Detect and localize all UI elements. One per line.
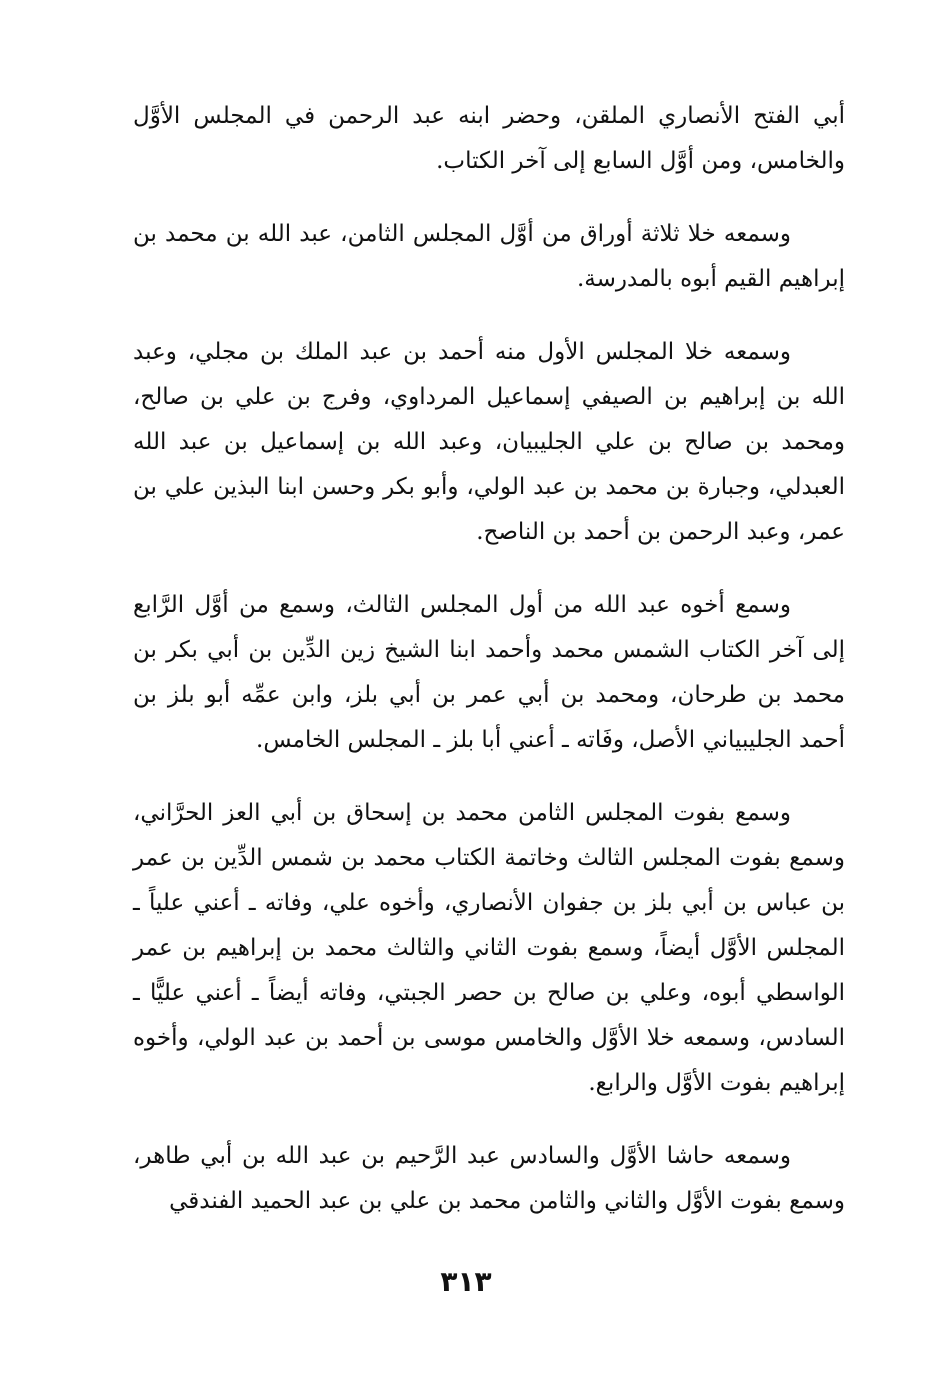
page-number: ٣١٣ [440, 1265, 492, 1298]
paragraph-1 [133, 94, 845, 184]
paragraph-2 [133, 212, 845, 302]
paragraph-4 [133, 583, 845, 763]
paragraph-3-text: وسمعه خلا المجلس الأول منه أحمد بن عبد الملك بن مجلي، وعبد الله بن إبراهيم بن الصيفي إسماعيل المرداوي، وفرج بن علي بن صالح، ومحمد بن صالح بن علي الجليبيان، وعبد الله بن إسماعيل بن عبد الله العبدلي، وجبارة بن محمد بن عبد الولي، وأبو بكر وحسن ابنا البذين علي بن عمر، وعبد الرحمن بن أحمد بن الناصح. [133, 339, 845, 545]
paragraph-5-text: وسمع بفوت المجلس الثامن محمد بن إسحاق بن أبي العز الحرَّاني، وسمع بفوت المجلس الثالث وخاتمة الكتاب محمد بن شمس الدِّين بن عمر بن عباس بن أبي بلز بن جفوان الأنصاري، وأخوه علي، وفاته ـ أعني علياً ـ المجلس الأوَّل أيضاً، وسمع بفوت الثاني والثالث محمد بن إبراهيم بن عمر الواسطي أبوه، وعلي بن صالح بن حصر الجبتي، وفاته أيضاً ـ أعني عليًّا ـ السادس، وسمعه خلا الأوَّل والخامس موسى بن أحمد بن عبد الولي، وأخوه إبراهيم بفوت الأوَّل والرابع. [133, 800, 845, 1096]
body-text [133, 94, 845, 1224]
paragraph-6-text: وسمعه حاشا الأوَّل والسادس عبد الرَّحيم بن عبد الله بن أبي طاهر، وسمع بفوت الأوَّل والثاني والثامن محمد بن علي بن عبد الحميد الفندقي [133, 1143, 845, 1214]
paragraph-3 [133, 330, 845, 555]
paragraph-6 [133, 1134, 845, 1224]
paragraph-4-text: وسمع أخوه عبد الله من أول المجلس الثالث، وسمع من أوَّل الرَّابع إلى آخر الكتاب الشمس محمد وأحمد ابنا الشيخ زين الدِّين بن أبي بكر بن محمد بن طرحان، ومحمد بن أبي عمر بن أبي بلز، وابن عمِّه أبو بلز بن أحمد الجليبياني الأصل، وفَاته ـ أعني أبا بلز ـ المجلس الخامس. [133, 592, 845, 753]
paragraph-5 [133, 791, 845, 1106]
paragraph-1-text: أبي الفتح الأنصاري الملقن، وحضر ابنه عبد الرحمن في المجلس الأوَّل والخامس، ومن أوَّل السابع إلى آخر الكتاب. [133, 103, 845, 174]
paragraph-2-text: وسمعه خلا ثلاثة أوراق من أوَّل المجلس الثامن، عبد الله بن محمد بن إبراهيم القيم أبوه بالمدرسة. [133, 221, 845, 292]
